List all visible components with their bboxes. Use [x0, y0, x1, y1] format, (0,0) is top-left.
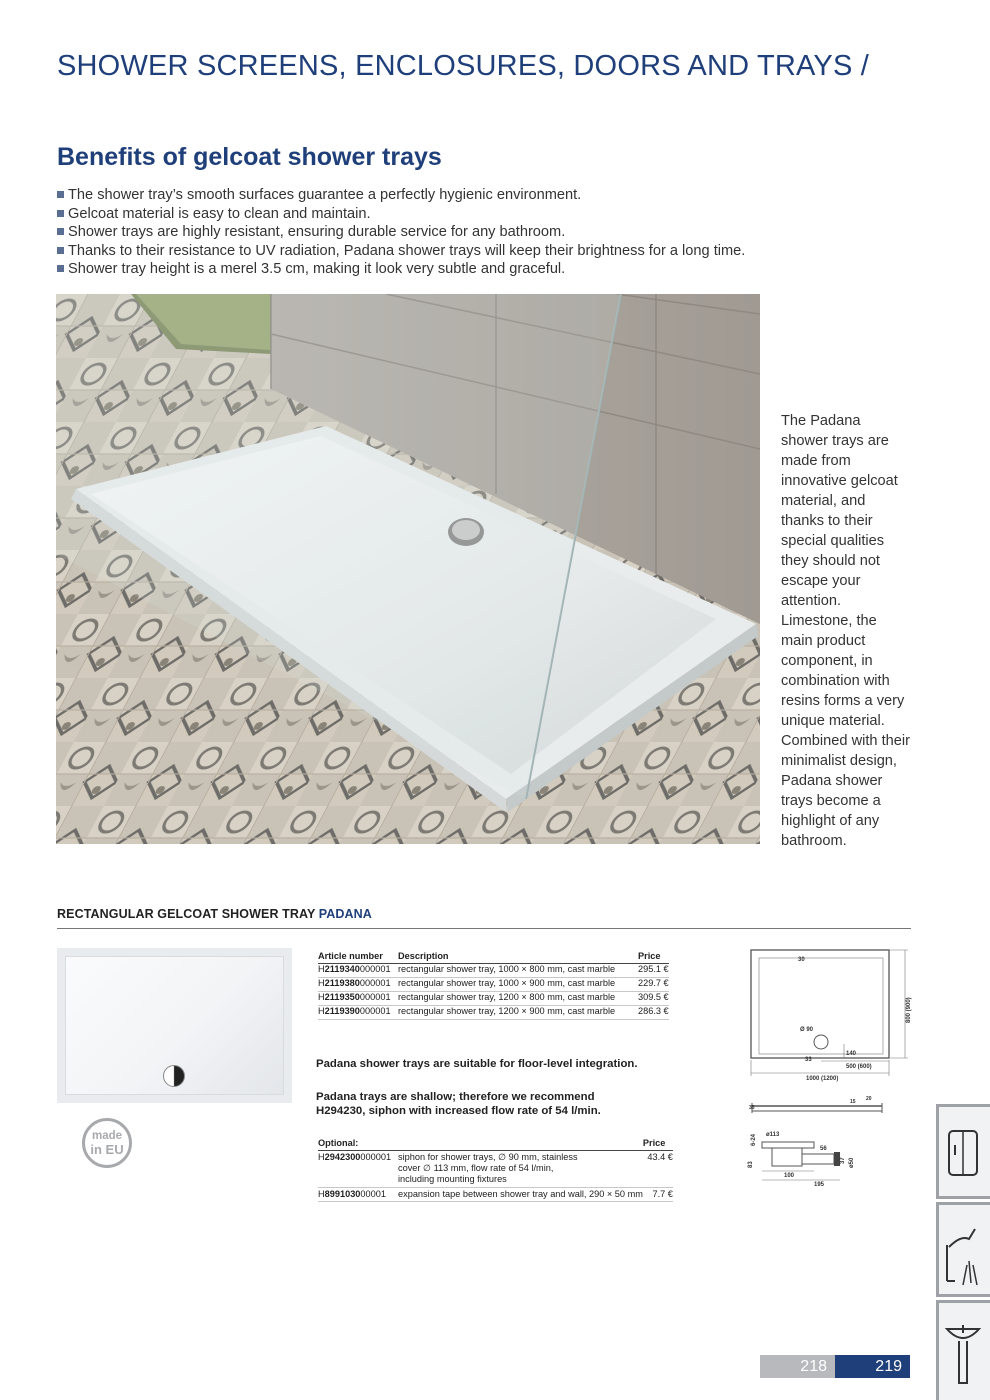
- table-row: [318, 1150, 673, 1187]
- made-in-eu-badge: made in EU: [82, 1118, 132, 1168]
- table-row: [318, 991, 669, 1005]
- table-header-row: [318, 951, 669, 963]
- price: 295.1 €: [638, 963, 669, 977]
- article-number: H2119380000001: [318, 977, 398, 991]
- faucet-icon: [939, 1205, 990, 1294]
- header-price: Price: [638, 951, 669, 963]
- header-description: Description: [398, 951, 638, 963]
- product-table: [318, 951, 669, 1020]
- page-number-left: 218: [760, 1355, 835, 1378]
- table-row: [318, 1187, 673, 1201]
- tab-shower-enclosures[interactable]: [936, 1104, 990, 1199]
- table-row: [318, 977, 669, 991]
- bullet-square-icon: [57, 265, 64, 272]
- price: 43.4 €: [643, 1150, 673, 1187]
- dim-drain: Ø 90: [800, 1027, 814, 1033]
- dim-33: 33: [805, 1057, 812, 1063]
- header-optional: Optional:: [318, 1138, 398, 1150]
- bullet-square-icon: [57, 228, 64, 235]
- note-floor-level: Padana shower trays are suitable for floor-level integration.: [316, 1058, 638, 1070]
- bullet-square-icon: [57, 191, 64, 198]
- benefit-item: The shower tray’s smooth surfaces guarantee a perfectly hygienic environment.: [57, 186, 745, 205]
- note-siphon-recommendation: Padana trays are shallow; therefore we recommend H294230, siphon with increased flow rate of 54 l/min.: [316, 1091, 601, 1117]
- dim-siphon-56: 56: [820, 1146, 827, 1152]
- product-tray-photo: [57, 948, 292, 1103]
- table-row: [318, 963, 669, 977]
- section-title: RECTANGULAR GELCOAT SHOWER TRAY PADANA: [57, 907, 372, 921]
- page-numbers: [760, 1355, 910, 1378]
- hero-shower-tray-photo: [56, 294, 760, 844]
- dim-top: 30: [798, 957, 805, 963]
- dim-height: 800 (900): [906, 997, 912, 1023]
- section-divider: [57, 928, 911, 929]
- article-number: H2942300000001: [318, 1150, 398, 1187]
- article-number: H2119390000001: [318, 1005, 398, 1019]
- bullet-square-icon: [57, 210, 64, 217]
- dim-width: 1000 (1200): [806, 1076, 839, 1082]
- benefit-item: Thanks to their resistance to UV radiation, Padana shower trays will keep their brightness for a long time.: [57, 242, 745, 261]
- tab-faucets[interactable]: [936, 1202, 990, 1297]
- dim-siphon-50: ø50: [849, 1157, 855, 1168]
- page-header: SHOWER SCREENS, ENCLOSURES, DOORS AND TRAYS /: [57, 50, 870, 82]
- article-number: H899103000001: [318, 1187, 398, 1201]
- bullet-square-icon: [57, 247, 64, 254]
- description: siphon for shower trays, ∅ 90 mm, stainless cover ∅ 113 mm, flow rate of 54 l/min, including mounting fixtures: [398, 1150, 643, 1187]
- dim-siphon-6-24: 6-24: [751, 1133, 757, 1146]
- tray-profile-drawing: [748, 1092, 888, 1116]
- dim-siphon-37: 37: [840, 1157, 846, 1164]
- benefits-title: Benefits of gelcoat shower trays: [57, 143, 442, 171]
- description: expansion tape between shower tray and wall, 290 × 50 mm: [398, 1187, 643, 1201]
- benefits-list: [57, 186, 745, 279]
- tab-washbasins[interactable]: [936, 1300, 990, 1400]
- dim-siphon-100: 100: [784, 1173, 795, 1179]
- side-description: The Padana shower trays are made from innovative gelcoat material, and thanks to their special qualities they should not escape your attention. Limestone, the main product component, in combination with resins forms a very unique material. Combined with their minimalist design, Padana shower trays become a highlight of any bathroom.: [781, 413, 910, 849]
- description: rectangular shower tray, 1200 × 800 mm, cast marble: [398, 991, 638, 1005]
- price: 309.5 €: [638, 991, 669, 1005]
- price: 7.7 €: [643, 1187, 673, 1201]
- shower-enclosure-icon: [939, 1107, 990, 1196]
- drain-icon: [163, 1065, 185, 1087]
- price: 229.7 €: [638, 977, 669, 991]
- description: rectangular shower tray, 1000 × 800 mm, cast marble: [398, 963, 638, 977]
- dim-profile-15: 15: [850, 1099, 856, 1105]
- benefit-item: Shower trays are highly resistant, ensuring durable service for any bathroom.: [57, 223, 745, 242]
- dim-side: 500 (600): [846, 1064, 872, 1070]
- optional-table: [318, 1138, 673, 1202]
- siphon-drawing: [742, 1124, 872, 1190]
- dim-140: 140: [846, 1051, 857, 1057]
- dim-profile-20: 20: [866, 1096, 872, 1102]
- header-price: Price: [643, 1138, 673, 1150]
- benefit-item: Shower tray height is a merel 3.5 cm, making it look very subtle and graceful.: [57, 260, 745, 279]
- washbasin-icon: [939, 1303, 990, 1400]
- description: rectangular shower tray, 1000 × 900 mm, cast marble: [398, 977, 638, 991]
- table-row: [318, 1005, 669, 1019]
- table-header-row: [318, 1138, 673, 1150]
- dim-siphon-83: 83: [748, 1161, 754, 1168]
- article-number: H2119340000001: [318, 963, 398, 977]
- description: rectangular shower tray, 1200 × 900 mm, cast marble: [398, 1005, 638, 1019]
- benefit-item: Gelcoat material is easy to clean and maintain.: [57, 205, 745, 224]
- tray-plan-drawing: [748, 948, 918, 1084]
- dim-profile-35: 35: [749, 1105, 755, 1111]
- page-number-right: 219: [835, 1355, 910, 1378]
- dim-siphon-195: 195: [814, 1182, 825, 1188]
- header-article-number: Article number: [318, 951, 398, 963]
- price: 286.3 €: [638, 1005, 669, 1019]
- article-number: H2119350000001: [318, 991, 398, 1005]
- dim-siphon-113: ø113: [766, 1132, 780, 1138]
